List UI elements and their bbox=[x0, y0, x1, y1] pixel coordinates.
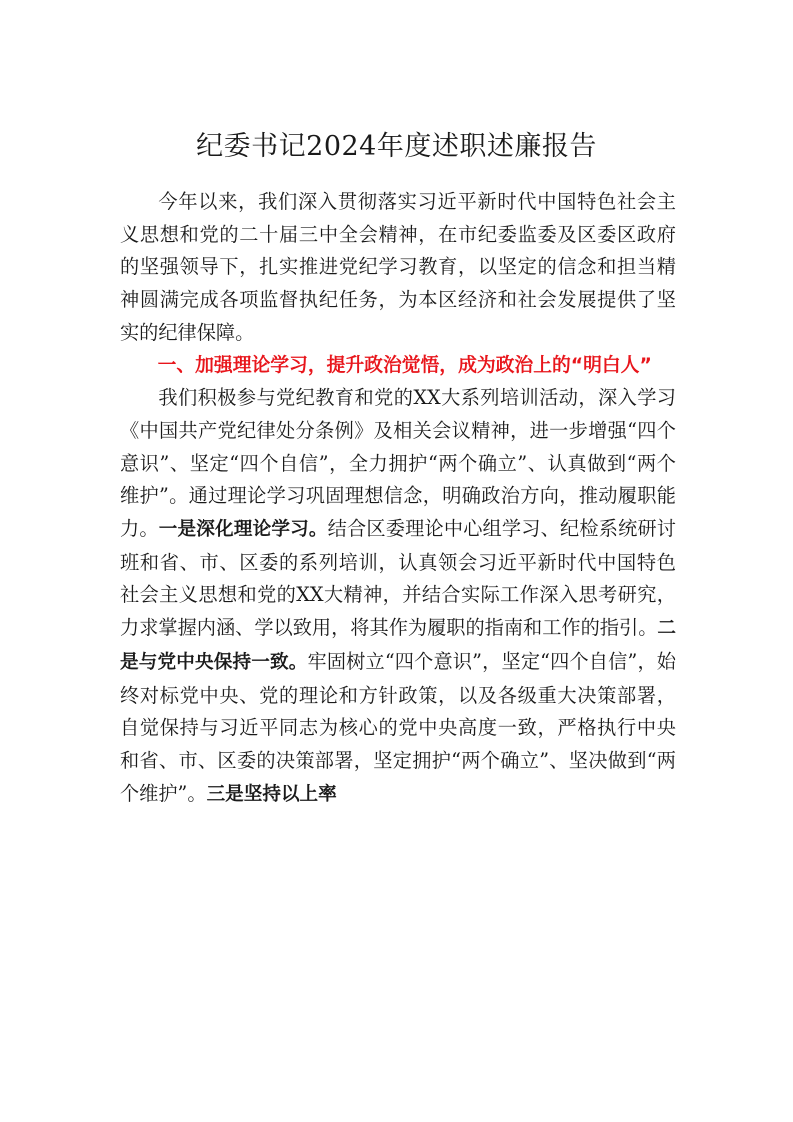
point-three-label: 三是坚持以上率 bbox=[206, 783, 337, 805]
document-body bbox=[120, 186, 676, 811]
point-two-label: 二是与党中央保持一致。 bbox=[120, 618, 676, 673]
section-intro-text: 我们积极参与党纪教育和党的XX大系列培训活动，深入学习《中国共产党纪律处分条例》及相关会议精神，进一步增强“四个意识”、坚定“四个自信”，全力拥护“两个确立”、认真做到“两个维护”。通过理论学习巩固理想信念，明确政治方向，推动履职能力。 bbox=[120, 386, 676, 541]
section-heading: 一、加强理论学习，提升政治觉悟，成为政治上的“明白人” bbox=[157, 354, 652, 376]
intro-paragraph: 今年以来，我们深入贯彻落实习近平新时代中国特色社会主义思想和党的二十届三中全会精神，在市纪委监委及区委区政府的坚强领导下，扎实推进党纪学习教育，以坚定的信念和担当精神圆满完成各项监督执纪任务，为本区经济和社会发展提供了坚实的纪律保障。 bbox=[120, 190, 676, 344]
point-one-text: 结合区委理论中心组学习、纪检系统研讨班和省、市、区委的系列培训，认真领会习近平新时代中国特色社会主义思想和党的XX大精神，并结合实际工作深入思考研究，力求掌握内涵、学以致用，将其作为履职的指南和工作的指引。 bbox=[120, 517, 676, 640]
document-title: 纪委书记2024年度述职述廉报告 bbox=[196, 131, 597, 162]
point-one-label: 一是深化理论学习。 bbox=[158, 519, 328, 541]
section-paragraph bbox=[120, 382, 676, 811]
point-two-text: 牢固树立“四个意识”，坚定“四个自信”，始终对标党中央、党的理论和方针政策，以及各级重大决策部署，自觉保持与习近平同志为核心的党中央高度一致，严格执行中央和省、市、区委的决策部署，坚定拥护“两个确立”、坚决做到“两个维护”。 bbox=[120, 649, 676, 805]
